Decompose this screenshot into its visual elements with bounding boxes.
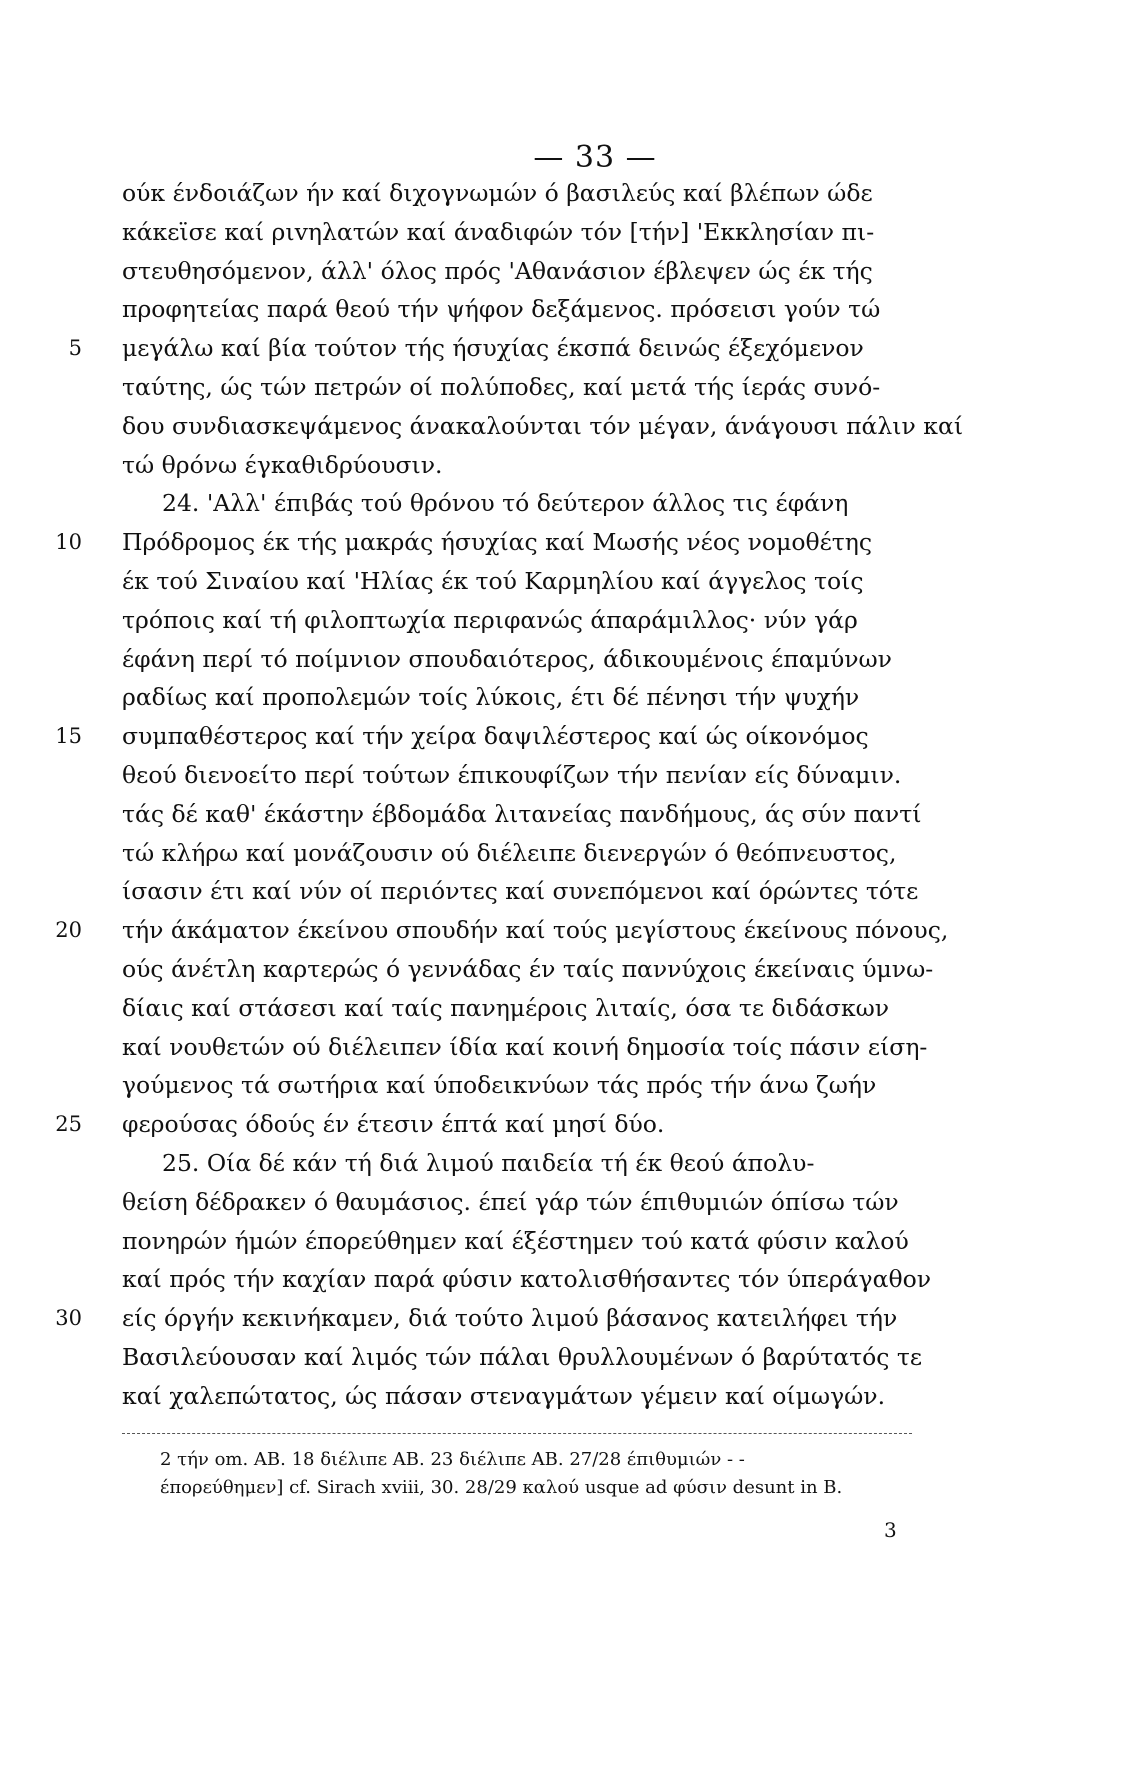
text-line: ίσασιν έτι καί νύν οί περιόντες καί συνεπόμενοι καί όρώντες τότε [122,877,919,905]
text-line: έκ τού Σιναίου καί 'Ηλίας έκ τού Καρμηλίου καί άγγελος τοίς [122,567,864,595]
line-number: 5 [68,336,82,360]
footnote-separator [122,1433,912,1434]
text-line: ταύτης, ώς τών πετρών οί πολύποδες, καί μετά τής ίεράς συνό- [122,373,881,401]
text-line: τρόποις καί τή φιλοπτωχία περιφανώς άπαράμιλλος· νύν γάρ [122,606,858,634]
text-line: φερούσας όδούς έν έτεσιν έπτά καί μησί δύο. [122,1110,665,1138]
text-line: ούκ ένδοιάζων ήν καί διχογνωμών ό βασιλεύς καί βλέπων ώδε [122,179,873,207]
text-line: 25. Οία δέ κάν τή διά λιμού παιδεία τή έκ θεού άπολυ- [162,1149,815,1177]
line-number: 25 [55,1112,82,1136]
footnote-line: 2 τήν om. AB. 18 διέλιπε AB. 23 διέλιπε AB. 27/28 έπιθυμιών - - [160,1449,745,1470]
footnote-line: έπορεύθημεν] cf. Sirach xviii, 30. 28/29 καλού usque ad φύσιν desunt in B. [160,1477,843,1498]
text-line: θεού διενοείτο περί τούτων έπικουφίζων τήν πενίαν είς δύναμιν. [122,761,902,789]
text-line: στευθησόμενον, άλλ' όλος πρός 'Αθανάσιον έβλεψεν ώς έκ τής [122,257,873,285]
text-line: τήν άκάματον έκείνου σπουδήν καί τούς μεγίστους έκείνους πόνους, [122,916,949,944]
text-line: ούς άνέτλη καρτερώς ό γεννάδας έν ταίς παννύχοις έκείναις ύμνω- [122,955,934,983]
text-line: είς όργήν κεκινήκαμεν, διά τούτο λιμού βάσανος κατειλήφει τήν [122,1304,898,1332]
text-line: Βασιλεύουσαν καί λιμός τών πάλαι θρυλλουμένων ό βαρύτατός τε [122,1343,923,1371]
text-line: έφάνη περί τό ποίμνιον σπουδαιότερος, άδικουμένοις έπαμύνων [122,645,892,673]
text-line: δου συνδιασκεψάμενος άνακαλούνται τόν μέγαν, άνάγουσι πάλιν καί [122,412,964,440]
text-line: καί χαλεπώτατος, ώς πάσαν στεναγμάτων γέμειν καί οίμωγών. [122,1382,886,1410]
line-number: 10 [55,530,82,554]
line-number: 15 [55,724,82,748]
text-line: κάκεϊσε καί ριvηλατών καί άναδιφών τόν [τήν] 'Εκκλησίαν πι- [122,218,875,246]
text-line: προφητείας παρά θεού τήν ψήφον δεξάμενος. πρόσεισι γούν τώ [122,295,881,323]
text-line: καί πρός τήν καχίαν παρά φύσιν κατολισθήσαντες τόν ύπεράγαθον [122,1265,932,1293]
text-line: καί νουθετών ού διέλειπεν ίδία καί κοινή δημοσία τοίς πάσιν είση- [122,1033,928,1061]
text-line: δίαις καί στάσεσι καί ταίς πανημέροις λιταίς, όσα τε διδάσκων [122,994,890,1022]
text-line: τάς δέ καθ' έκάστην έβδομάδα λιτανείας πανδήμους, άς σύν παντί [122,800,922,828]
signature-mark: 3 [884,1518,897,1542]
text-line: θείση δέδρακεν ό θαυμάσιος. έπεί γάρ τών έπιθυμιών όπίσω τών [122,1188,899,1216]
text-line: συμπαθέστερος καί τήν χείρα δαψιλέστερος καί ώς οίκονόμος [122,722,869,750]
text-line: πονηρών ήμών έπορεύθημεν καί έξέστημεν τού κατά φύσιν καλού [122,1227,909,1255]
text-line: Πρόδρομος έκ τής μακράς ήσυχίας καί Μωσής νέος νομοθέτης [122,528,873,556]
text-line: μεγάλω καί βία τούτον τής ήσυχίας έκσπά δεινώς έξεχόμενον [122,334,864,362]
text-line: γούμενος τά σωτήρια καί ύποδεικνύων τάς πρός τήν άνω ζωήν [122,1071,877,1099]
text-line: 24. 'Αλλ' έπιβάς τού θρόνου τό δεύτερον άλλος τις έφάνη [162,489,849,517]
page-number: — 33 — [533,140,657,175]
text-line: τώ κλήρω καί μονάζουσιν ού διέλειπε διενεργών ό θεόπνευστος, [122,839,897,867]
text-line: τώ θρόνω έγκαθιδρύουσιν. [122,451,443,479]
line-number: 20 [55,918,82,942]
line-number: 30 [55,1306,82,1330]
text-line: ραδίως καί προπολεμών τοίς λύκοις, έτι δέ πένησι τήν ψυχήν [122,683,860,711]
